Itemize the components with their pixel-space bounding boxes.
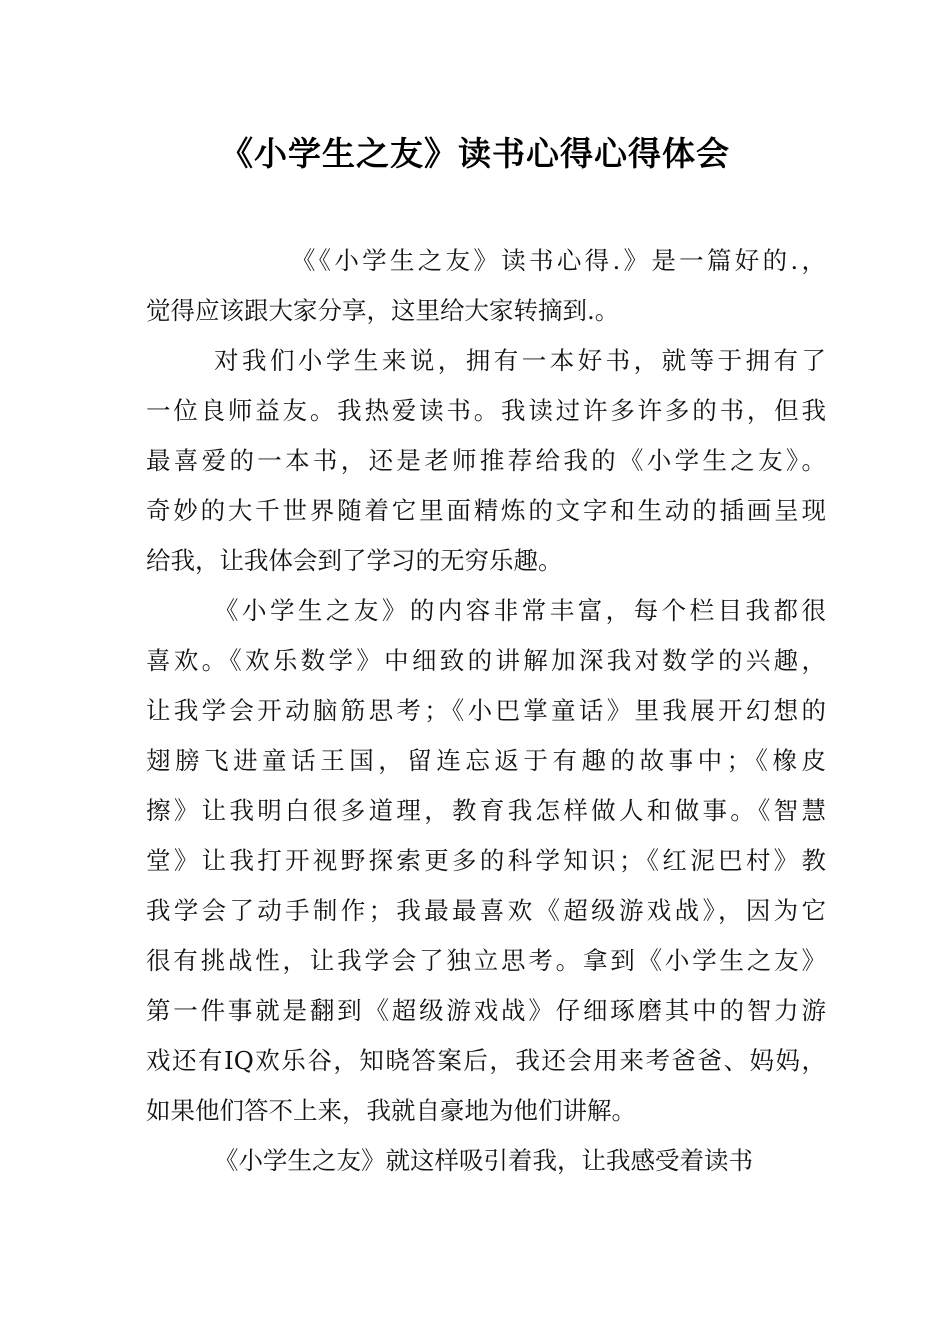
paragraph-line: 给我，让我体会到了学习的无穷乐趣。	[146, 546, 563, 575]
paragraph-line: 让我学会开动脑筋思考；《小巴掌童话》里我展开幻想的	[146, 696, 826, 725]
paragraph-line: 《小学生之友》就这样吸引着我，让我感受着读书	[214, 1146, 753, 1175]
paragraph-line: 喜欢。《欢乐数学》中细致的讲解加深我对数学的兴趣，	[146, 646, 826, 675]
document-body	[146, 236, 826, 1186]
paragraph-line: 对我们小学生来说，拥有一本好书，就等于拥有了	[214, 346, 826, 375]
paragraph-closing	[146, 1136, 826, 1186]
paragraph-line: 《《小学生之友》读书心得.》是一篇好的.，	[291, 246, 826, 275]
paragraph-line: 奇妙的大千世界随着它里面精炼的文字和生动的插画呈现	[146, 496, 826, 525]
paragraph-line: 堂》让我打开视野探索更多的科学知识；《红泥巴村》教	[146, 846, 826, 875]
paragraph-line: 翅膀飞进童话王国，留连忘返于有趣的故事中；《橡皮	[146, 746, 826, 775]
paragraph-contents	[146, 586, 826, 1136]
paragraph-line: 一位良师益友。我热爱读书。我读过许多许多的书，但我	[146, 396, 826, 425]
document-title: 《小学生之友》读书心得心得体会	[220, 134, 730, 173]
paragraph-line: 最喜爱的一本书，还是老师推荐给我的《小学生之友》。	[146, 446, 826, 475]
paragraph-line: 戏还有IQ欢乐谷，知晓答案后，我还会用来考爸爸、妈妈，	[146, 1046, 826, 1075]
paragraph-line: 我学会了动手制作；我最最喜欢《超级游戏战》，因为它	[146, 896, 826, 925]
paragraph-line: 擦》让我明白很多道理，教育我怎样做人和做事。《智慧	[146, 796, 826, 825]
paragraph-line: 觉得应该跟大家分享，这里给大家转摘到.。	[146, 296, 620, 325]
paragraph-line: 很有挑战性，让我学会了独立思考。拿到《小学生之友》	[146, 946, 826, 975]
paragraph-line: 如果他们答不上来，我就自豪地为他们讲解。	[146, 1096, 636, 1125]
paragraph-line: 《小学生之友》的内容非常丰富，每个栏目我都很	[214, 596, 826, 625]
paragraph-good-book	[146, 336, 826, 586]
paragraph-intro	[146, 236, 826, 336]
paragraph-line: 第一件事就是翻到《超级游戏战》仔细琢磨其中的智力游	[146, 996, 826, 1025]
